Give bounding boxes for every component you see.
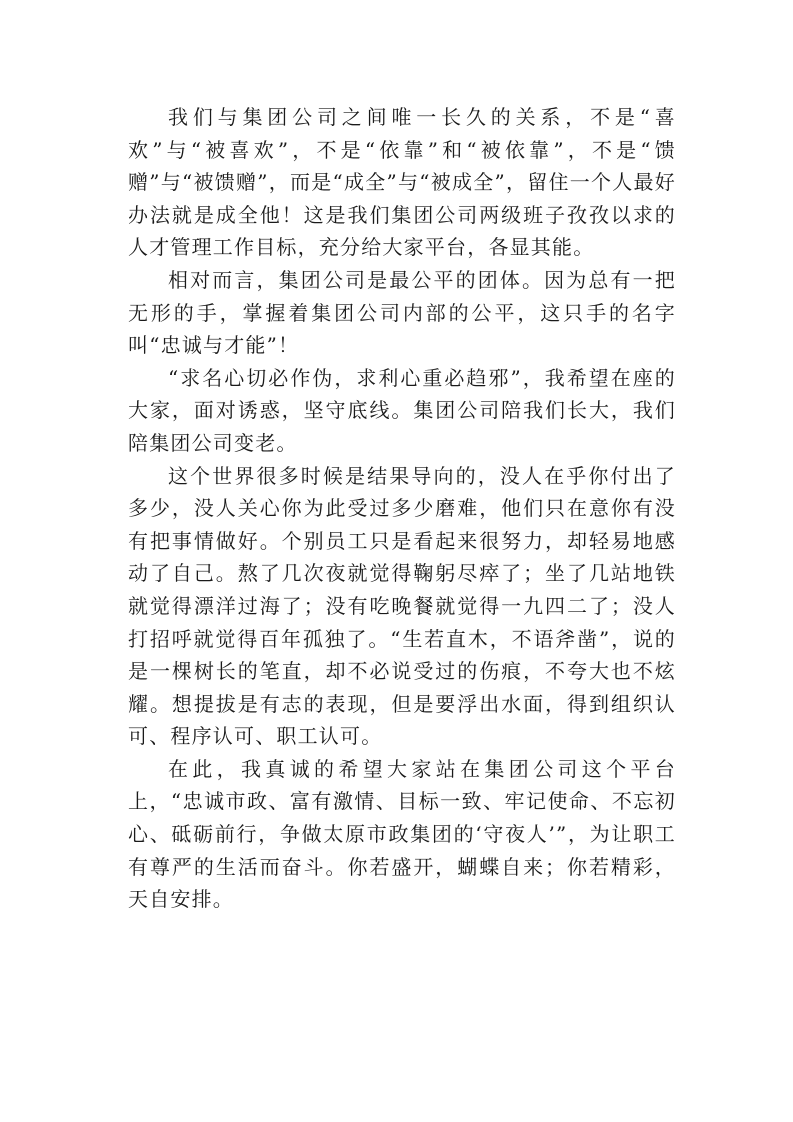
paragraph-1: 我们与集团公司之间唯一长久的关系，不是“喜欢”与“被喜欢”，不是“依靠”和“被依靠”，不是“馈赠”与“被馈赠”，而是“成全”与“被成全”，留住一个人最好办法就是成全他！这是我们集团公司两级班子孜孜以求的人才管理工作目标，充分给大家平台，各显其能。	[128, 105, 676, 260]
paragraph-2: 相对而言，集团公司是最公平的团体。因为总有一把无形的手，掌握着集团公司内部的公平，这只手的名字叫“忠诚与才能”！	[128, 267, 676, 358]
document-body	[128, 101, 676, 916]
paragraph-4: 这个世界很多时候是结果导向的，没人在乎你付出了多少，没人关心你为此受过多少磨难，他们只在意你有没有把事情做好。个别员工只是看起来很努力，却轻易地感动了自己。熬了几次夜就觉得鞠躬尽瘁了；坐了几站地铁就觉得漂洋过海了；没有吃晚餐就觉得一九四二了；没人打招呼就觉得百年孤独了。“生若直木，不语斧凿”，说的是一棵树长的笔直，却不必说受过的伤痕，不夸大也不炫耀。想提拔是有志的表现，但是要浮出水面，得到组织认可、程序认可、职工认可。	[128, 463, 676, 749]
paragraph-5: 在此，我真诚的希望大家站在集团公司这个平台上，“忠诚市政、富有激情、目标一致、牢记使命、不忘初心、砥砺前行，争做太原市政集团的‘守夜人’”，为让职工有尊严的生活而奋斗。你若盛开，蝴蝶自来；你若精彩，天自安排。	[128, 756, 676, 912]
paragraph-3: “求名心切必作伪，求利心重必趋邪”，我希望在座的大家，面对诱惑，坚守底线。集团公司陪我们长大，我们陪集团公司变老。	[128, 365, 676, 455]
